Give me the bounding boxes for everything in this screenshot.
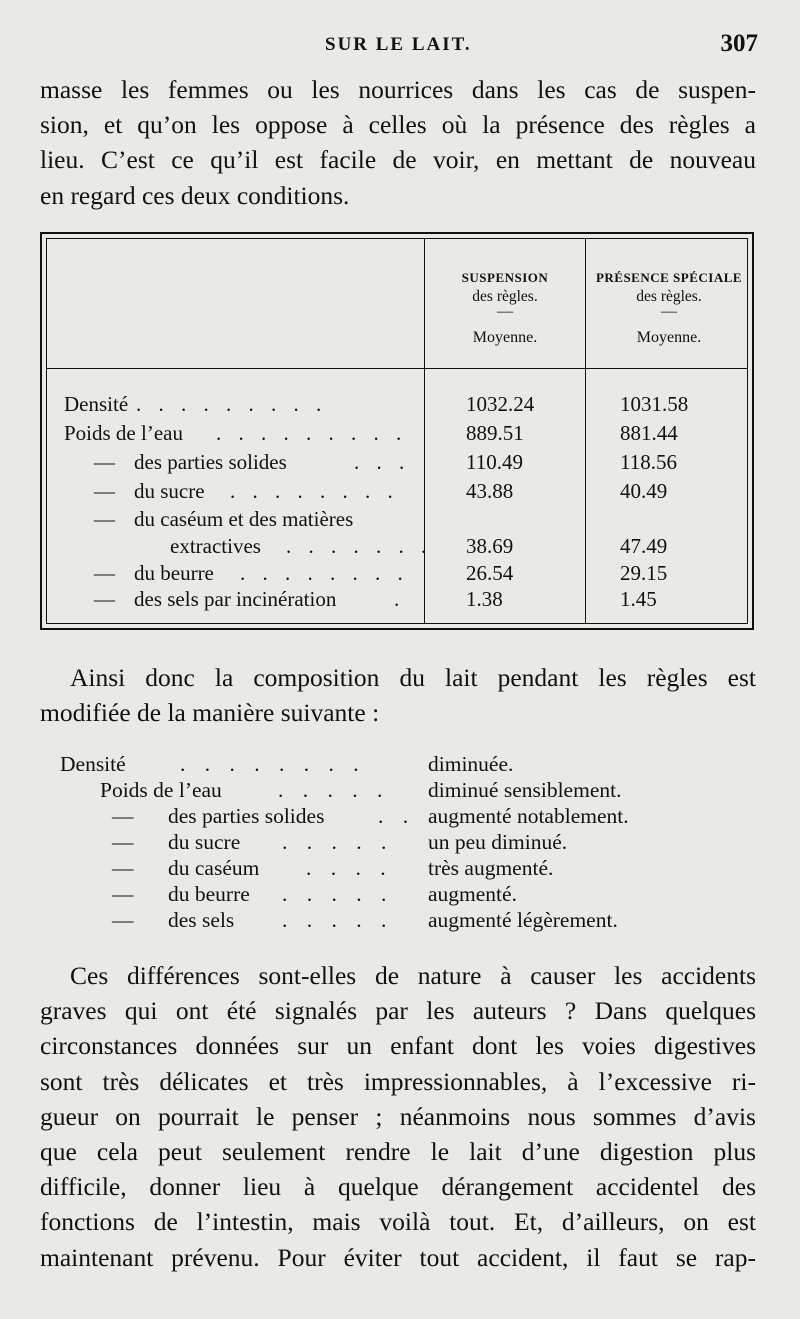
column-mean-label: Moyenne.: [636, 329, 702, 346]
item-label: du caséum: [168, 856, 260, 880]
table-row: [64, 534, 744, 564]
paragraph-discussion: [40, 958, 756, 1275]
list-item: [60, 830, 760, 856]
list-item: [60, 804, 760, 830]
item-label: du sucre: [168, 830, 241, 854]
text-line: fonctions de l’intestin, mais voilà tout. Et, d’ailleurs, on est: [40, 1207, 756, 1237]
text-line: Ainsi donc la composition du lait pendant les règles est: [70, 663, 756, 692]
text-line: en regard ces deux conditions.: [40, 180, 350, 210]
list-item: [60, 752, 760, 778]
row-leader: . . . . . . .: [286, 534, 433, 558]
item-effect: diminuée.: [428, 752, 514, 776]
item-effect: augmenté notablement.: [428, 804, 629, 828]
row-leader: . . . . . . . . .: [136, 392, 328, 416]
column-header-presence: [587, 268, 751, 347]
ditto-dash: —: [94, 479, 115, 503]
row-label: des sels par incinération: [134, 587, 337, 611]
row-leader: . . . . . . . .: [230, 479, 399, 503]
ditto-dash: —: [112, 830, 134, 854]
list-item: [60, 882, 760, 908]
column-title: PRÉSENCE SPÉCIALE: [595, 270, 743, 285]
text-line: sion, et qu’on les oppose à celles où la présence des règles a: [40, 110, 756, 140]
paragraph-intro: [40, 72, 756, 213]
item-label: du beurre: [168, 882, 250, 906]
item-label: Densité: [60, 752, 126, 776]
list-item: [60, 778, 760, 804]
table-row: [64, 479, 744, 509]
text-line: modifiée de la manière suivante :: [40, 698, 380, 728]
text-line: sont très délicates et très impressionnables, à l’excessive ri-: [40, 1066, 756, 1096]
column-subtitle: des règles.: [472, 288, 538, 305]
row-label: du sucre: [134, 479, 205, 503]
table-row: [64, 507, 744, 537]
item-effect: augmenté légèrement.: [428, 908, 618, 932]
value-presence: 29.15: [620, 561, 668, 585]
value-presence: 1031.58: [620, 392, 689, 416]
row-leader: . . . . . . . . .: [216, 421, 408, 445]
table-row: [64, 587, 744, 617]
item-label: des parties solides: [168, 804, 325, 828]
item-dots: . . . . . . . .: [180, 752, 366, 776]
value-suspension: 889.51: [466, 421, 524, 445]
value-suspension: 43.88: [466, 479, 514, 503]
list-item: [60, 856, 760, 882]
value-suspension: 26.54: [466, 561, 514, 585]
row-leader: . . .: [354, 450, 411, 474]
column-title: SUSPENSION: [461, 270, 549, 285]
table-row: [64, 421, 744, 451]
item-effect: diminué sensiblement.: [428, 778, 622, 802]
text-line: circonstances données sur un enfant dont les voies digestives: [40, 1031, 756, 1061]
row-label: du beurre: [134, 561, 214, 585]
item-dots: . . . . .: [282, 882, 394, 906]
table-row: [64, 450, 744, 480]
item-effect: très augmenté.: [428, 856, 554, 880]
text-line: masse les femmes ou les nourrices dans les cas de suspen-: [40, 75, 756, 104]
composition-table: [40, 232, 754, 630]
value-presence: 118.56: [620, 450, 677, 474]
text-line: maintenant prévenu. Pour éviter tout accident, il faut se rap-: [40, 1242, 756, 1272]
item-label: des sels: [168, 908, 235, 932]
text-line: Ces différences sont-elles de nature à causer les accidents: [70, 961, 756, 990]
text-line: lieu. C’est ce qu’il est facile de voir, en mettant de nouveau: [40, 145, 756, 175]
item-effect: un peu diminué.: [428, 830, 568, 854]
item-label: Poids de l’eau: [100, 778, 222, 802]
ditto-dash: —: [94, 561, 115, 585]
row-label: des parties solides: [134, 450, 287, 474]
value-suspension: 110.49: [466, 450, 523, 474]
value-presence: 881.44: [620, 421, 678, 445]
page-number: 307: [720, 30, 758, 57]
column-subtitle: des règles.: [636, 288, 702, 305]
item-dots: . . . . .: [278, 778, 390, 802]
row-label: extractives: [170, 534, 261, 558]
row-label: Densité: [64, 392, 129, 416]
paragraph-conclusion: [40, 660, 756, 730]
item-effect: augmenté.: [428, 882, 517, 906]
list-item: [60, 908, 760, 934]
text-line: difficile, donner lieu à quelque dérangement accidentel des: [40, 1172, 756, 1202]
ditto-dash: —: [94, 587, 115, 611]
row-leader: .: [394, 587, 406, 611]
ditto-dash: —: [94, 450, 115, 474]
ditto-dash: —: [112, 882, 134, 906]
ditto-dash: —: [94, 507, 115, 531]
text-line: graves qui ont été signalés par les auteurs ? Dans quelques: [40, 996, 756, 1026]
ditto-dash: —: [112, 856, 134, 880]
value-suspension: 1.38: [466, 587, 503, 611]
row-label: du caséum et des matières: [134, 507, 354, 531]
table-row: [64, 392, 744, 422]
value-suspension: 1032.24: [466, 392, 535, 416]
header-dash: —: [661, 303, 677, 320]
header-rule: [46, 368, 748, 369]
row-leader: . . . . . . . .: [240, 561, 409, 585]
value-presence: 40.49: [620, 479, 668, 503]
running-title: SUR LE LAIT.: [325, 34, 472, 55]
column-header-suspension: [426, 268, 584, 347]
item-dots: . . . . .: [282, 908, 394, 932]
value-presence: 47.49: [620, 534, 668, 558]
value-suspension: 38.69: [466, 534, 514, 558]
page-header: [40, 30, 762, 64]
column-mean-label: Moyenne.: [472, 329, 538, 346]
item-dots: . . . .: [306, 856, 393, 880]
ditto-dash: —: [112, 908, 134, 932]
ditto-dash: —: [112, 804, 134, 828]
item-dots: . . . . .: [282, 830, 394, 854]
text-line: gueur on pourrait le penser ; néanmoins nous sommes d’avis: [40, 1101, 756, 1131]
value-presence: 1.45: [620, 587, 657, 611]
header-dash: —: [497, 303, 513, 320]
row-label: Poids de l’eau: [64, 421, 183, 445]
text-line: que cela peut seulement rendre le lait d’une digestion plus: [40, 1137, 756, 1167]
item-dots: . .: [378, 804, 416, 828]
